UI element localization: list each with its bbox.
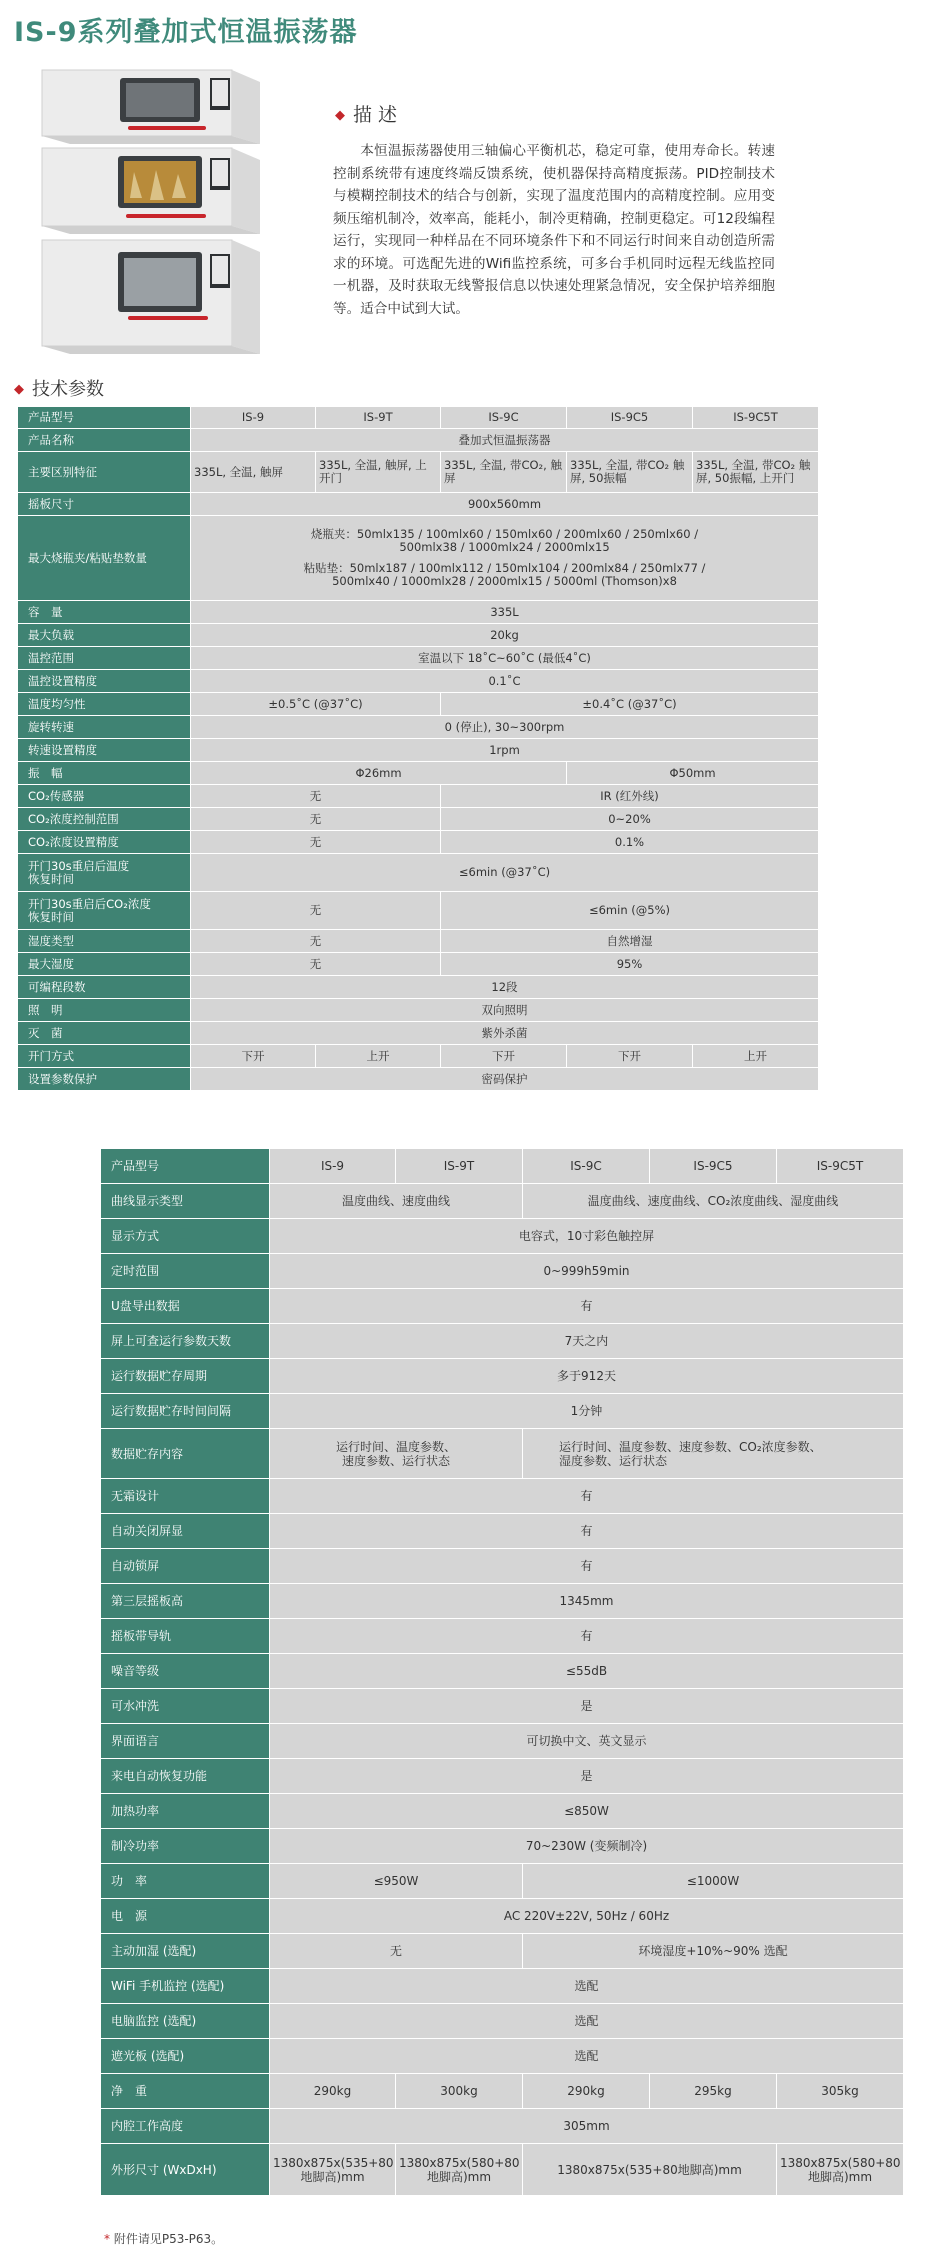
row-label: 第三层摇板高 bbox=[101, 1584, 270, 1619]
row-label: 屏上可查运行参数天数 bbox=[101, 1324, 270, 1359]
row-label: 温度均匀性 bbox=[18, 693, 191, 716]
table-row bbox=[101, 2074, 904, 2109]
table-row bbox=[18, 716, 819, 739]
value-cell: 1380x875x(580+80 地脚高)mm bbox=[396, 2144, 523, 2196]
value-cell: 选配 bbox=[270, 2004, 904, 2039]
table-row bbox=[101, 1584, 904, 1619]
value-cell: 下开 bbox=[191, 1045, 316, 1068]
row-label: 无霜设计 bbox=[101, 1479, 270, 1514]
value-cell: 双向照明 bbox=[191, 999, 819, 1022]
table-row bbox=[101, 1549, 904, 1584]
footnote: * 附件请见P53-P63。 bbox=[104, 2232, 224, 2246]
value-cell: ≤6min (@37˚C) bbox=[191, 854, 819, 892]
value-cell: 335L, 全温, 带CO₂ 触屏, 50振幅 bbox=[567, 452, 693, 493]
value-cell: 多于912天 bbox=[270, 1359, 904, 1394]
table-row bbox=[18, 739, 819, 762]
table-row bbox=[101, 1689, 904, 1724]
clamp-line: 烧瓶夹：50mlx135 / 100mlx60 / 150mlx60 / 200mlx60 / 250mlx60 / bbox=[310, 527, 699, 541]
table-row bbox=[18, 1022, 819, 1045]
row-label: 电脑监控 (选配) bbox=[101, 2004, 270, 2039]
table-row bbox=[18, 1068, 819, 1091]
row-label: 产品型号 bbox=[18, 407, 191, 429]
table-row bbox=[18, 831, 819, 854]
value-cell: 1分钟 bbox=[270, 1394, 904, 1429]
row-label: 功 率 bbox=[101, 1864, 270, 1899]
row-label: 照 明 bbox=[18, 999, 191, 1022]
table-row bbox=[101, 1324, 904, 1359]
value-cell: 选配 bbox=[270, 1969, 904, 2004]
product-photo bbox=[32, 68, 322, 368]
value-cell: Φ26mm bbox=[191, 762, 567, 785]
table-row bbox=[101, 1724, 904, 1759]
model-cell: IS-9C5T bbox=[777, 1149, 904, 1184]
value-cell: ≤1000W bbox=[523, 1864, 904, 1899]
row-label: 外形尺寸 (WxDxH) bbox=[101, 2144, 270, 2196]
value-cell: 1rpm bbox=[191, 739, 819, 762]
table-row bbox=[18, 452, 819, 493]
value-cell: 有 bbox=[270, 1549, 904, 1584]
value-cell: 紫外杀菌 bbox=[191, 1022, 819, 1045]
table-row bbox=[18, 429, 819, 452]
value-cell bbox=[191, 516, 819, 601]
table-row bbox=[101, 1219, 904, 1254]
value-cell: 电容式，10寸彩色触控屏 bbox=[270, 1219, 904, 1254]
table-row bbox=[101, 1899, 904, 1934]
value-cell: 0.1% bbox=[441, 831, 819, 854]
row-label: 产品名称 bbox=[18, 429, 191, 452]
diamond-bullet-icon: ◆ bbox=[14, 382, 24, 397]
table-row bbox=[101, 2109, 904, 2144]
page-title: IS-9系列叠加式恒温振荡器 bbox=[14, 17, 358, 48]
value-cell: 1345mm bbox=[270, 1584, 904, 1619]
value-cell: 有 bbox=[270, 1619, 904, 1654]
value-cell: 95% bbox=[441, 953, 819, 976]
row-label: 制冷功率 bbox=[101, 1829, 270, 1864]
value-cell: 0~999h59min bbox=[270, 1254, 904, 1289]
value-cell: 1380x875x(535+80 地脚高)mm bbox=[270, 2144, 396, 2196]
shaker-unit-top bbox=[42, 70, 260, 144]
row-label: 电 源 bbox=[101, 1899, 270, 1934]
table-row bbox=[101, 1429, 904, 1479]
value-cell: 335L bbox=[191, 601, 819, 624]
table-row bbox=[101, 2039, 904, 2074]
row-label: WiFi 手机监控 (选配) bbox=[101, 1969, 270, 2004]
table-row bbox=[101, 1654, 904, 1689]
value-cell: 有 bbox=[270, 1289, 904, 1324]
value-cell: 无 bbox=[191, 892, 441, 930]
description-text: 本恒温振荡器使用三轴偏心平衡机芯，稳定可靠，使用寿命长。转速控制系统带有速度终端反馈系统，使机器保持高精度振荡。PID控制技术与模糊控制技术的结合与创新，实现了温度范围内的高精度控制。应用变频压缩机制冷，效率高，能耗小，制冷更精确，控制更稳定。可12段编程运行，实现同一种样品在不同环境条件下和不同运行时间来自动创造所需求的环境。可选配先进的Wifi监控系统，可多台手机同时远程无线监控同一机器，及时获取无线警报信息以快速处理紧急情况，安全保护培养细胞等。适合中试到大试。 bbox=[333, 143, 775, 317]
row-label: CO₂浓度设置精度 bbox=[18, 831, 191, 854]
row-label: CO₂浓度控制范围 bbox=[18, 808, 191, 831]
row-label: 开门方式 bbox=[18, 1045, 191, 1068]
row-label: 加热功率 bbox=[101, 1794, 270, 1829]
row-label: 自动锁屏 bbox=[101, 1549, 270, 1584]
row-label: 曲线显示类型 bbox=[101, 1184, 270, 1219]
value-cell: 下开 bbox=[441, 1045, 567, 1068]
row-label: 主动加湿 (选配) bbox=[101, 1934, 270, 1969]
value-cell: 335L, 全温, 带CO₂, 触屏 bbox=[441, 452, 567, 493]
value-cell: 1380x875x(580+80 地脚高)mm bbox=[777, 2144, 904, 2196]
row-label: 温控范围 bbox=[18, 647, 191, 670]
table-row bbox=[18, 693, 819, 716]
table-row bbox=[101, 1759, 904, 1794]
pad-line: 粘贴垫：50mlx187 / 100mlx112 / 150mlx104 / 200mlx84 / 250mlx77 / bbox=[303, 561, 706, 575]
table-row bbox=[101, 1479, 904, 1514]
row-label: CO₂传感器 bbox=[18, 785, 191, 808]
value-cell: 有 bbox=[270, 1479, 904, 1514]
table-row bbox=[101, 2004, 904, 2039]
value-cell: 是 bbox=[270, 1759, 904, 1794]
table-row bbox=[101, 1359, 904, 1394]
value-cell: 下开 bbox=[567, 1045, 693, 1068]
table-row bbox=[18, 854, 819, 892]
value-cell: 可切换中文、英文显示 bbox=[270, 1724, 904, 1759]
value-cell: 自然增湿 bbox=[441, 930, 819, 953]
table-row bbox=[18, 1045, 819, 1068]
row-label: 摇板带导轨 bbox=[101, 1619, 270, 1654]
table-row bbox=[101, 1514, 904, 1549]
value-cell: 335L, 全温, 触屏, 上开门 bbox=[316, 452, 441, 493]
table-row bbox=[18, 892, 819, 930]
value-cell: 无 bbox=[191, 808, 441, 831]
table-row bbox=[18, 930, 819, 953]
value-cell: ≤850W bbox=[270, 1794, 904, 1829]
table-row bbox=[18, 624, 819, 647]
value-cell: 0~20% bbox=[441, 808, 819, 831]
table-row bbox=[18, 762, 819, 785]
value-cell: 20kg bbox=[191, 624, 819, 647]
value-cell: ≤950W bbox=[270, 1864, 523, 1899]
value-cell: 选配 bbox=[270, 2039, 904, 2074]
value-cell: 295kg bbox=[650, 2074, 777, 2109]
value-cell: 1380x875x(535+80地脚高)mm bbox=[523, 2144, 777, 2196]
table-row bbox=[18, 516, 819, 601]
table-row bbox=[18, 953, 819, 976]
table-row bbox=[101, 1794, 904, 1829]
row-label: 温控设置精度 bbox=[18, 670, 191, 693]
value-cell: 70~230W (变频制冷) bbox=[270, 1829, 904, 1864]
value-cell: 是 bbox=[270, 1689, 904, 1724]
table-row bbox=[101, 1149, 904, 1184]
row-label: 噪音等级 bbox=[101, 1654, 270, 1689]
table-row bbox=[101, 1619, 904, 1654]
row-label: 开门30s重启后温度 恢复时间 bbox=[18, 854, 191, 892]
value-cell: 300kg bbox=[396, 2074, 523, 2109]
model-cell: IS-9T bbox=[396, 1149, 523, 1184]
value-cell: AC 220V±22V, 50Hz / 60Hz bbox=[270, 1899, 904, 1934]
asterisk-icon: * bbox=[104, 2232, 110, 2246]
table-row bbox=[18, 999, 819, 1022]
table-row bbox=[101, 1394, 904, 1429]
description-heading: ◆ 描 述 bbox=[335, 104, 398, 126]
value-cell: 305kg bbox=[777, 2074, 904, 2109]
row-label: 振 幅 bbox=[18, 762, 191, 785]
value-cell: 有 bbox=[270, 1514, 904, 1549]
value-cell: 运行时间、温度参数、速度参数、CO₂浓度参数、 湿度参数、运行状态 bbox=[523, 1429, 904, 1479]
value-cell: 上开 bbox=[316, 1045, 441, 1068]
model-cell: IS-9C bbox=[523, 1149, 650, 1184]
model-cell: IS-9C5T bbox=[693, 407, 819, 429]
value-cell: 335L, 全温, 带CO₂ 触屏, 50振幅, 上开门 bbox=[693, 452, 819, 493]
table-row bbox=[18, 647, 819, 670]
spec-table-2 bbox=[100, 1148, 904, 2196]
value-cell: 900x560mm bbox=[191, 493, 819, 516]
value-cell: 无 bbox=[191, 930, 441, 953]
row-label: 自动关闭屏显 bbox=[101, 1514, 270, 1549]
table-row bbox=[18, 808, 819, 831]
table-row bbox=[18, 785, 819, 808]
value-cell: 无 bbox=[191, 953, 441, 976]
row-label: 最大负载 bbox=[18, 624, 191, 647]
row-label: 内腔工作高度 bbox=[101, 2109, 270, 2144]
table-row bbox=[101, 1254, 904, 1289]
model-cell: IS-9C5 bbox=[567, 407, 693, 429]
value-cell: ±0.4˚C (@37˚C) bbox=[441, 693, 819, 716]
value-cell: 335L, 全温, 触屏 bbox=[191, 452, 316, 493]
value-cell: 无 bbox=[191, 785, 441, 808]
shaker-unit-middle bbox=[42, 148, 260, 234]
value-cell: 上开 bbox=[693, 1045, 819, 1068]
model-cell: IS-9T bbox=[316, 407, 441, 429]
table-row bbox=[18, 976, 819, 999]
table-row bbox=[101, 1184, 904, 1219]
row-label: 最大烧瓶夹/粘贴垫数量 bbox=[18, 516, 191, 601]
shaker-unit-bottom bbox=[42, 240, 260, 354]
value-cell: 运行时间、温度参数、 速度参数、运行状态 bbox=[270, 1429, 523, 1479]
value-cell: 无 bbox=[270, 1934, 523, 1969]
table-row bbox=[101, 1934, 904, 1969]
value-cell: 温度曲线、速度曲线 bbox=[270, 1184, 523, 1219]
row-label: 设置参数保护 bbox=[18, 1068, 191, 1091]
value-cell: IR (红外线) bbox=[441, 785, 819, 808]
row-label: 来电自动恢复功能 bbox=[101, 1759, 270, 1794]
table-row bbox=[101, 1969, 904, 2004]
table-row bbox=[18, 407, 819, 429]
row-label: 可编程段数 bbox=[18, 976, 191, 999]
value-cell: ±0.5˚C (@37˚C) bbox=[191, 693, 441, 716]
table-row bbox=[101, 1289, 904, 1324]
row-label: U盘导出数据 bbox=[101, 1289, 270, 1324]
value-cell: Φ50mm bbox=[567, 762, 819, 785]
value-cell: 无 bbox=[191, 831, 441, 854]
value-cell: 环境湿度+10%~90% 选配 bbox=[523, 1934, 904, 1969]
row-label: 旋转转速 bbox=[18, 716, 191, 739]
table-row bbox=[18, 601, 819, 624]
table-row bbox=[18, 493, 819, 516]
value-cell: 叠加式恒温振荡器 bbox=[191, 429, 819, 452]
row-label: 净 重 bbox=[101, 2074, 270, 2109]
model-cell: IS-9C5 bbox=[650, 1149, 777, 1184]
value-cell: 室温以下 18˚C~60˚C (最低4˚C) bbox=[191, 647, 819, 670]
value-cell: 密码保护 bbox=[191, 1068, 819, 1091]
row-label: 湿度类型 bbox=[18, 930, 191, 953]
table-row bbox=[101, 1829, 904, 1864]
value-cell: 12段 bbox=[191, 976, 819, 999]
value-cell: 0 (停止), 30~300rpm bbox=[191, 716, 819, 739]
clamp-line: 500mlx38 / 1000mlx24 / 2000mlx15 bbox=[399, 540, 610, 554]
table-row bbox=[101, 1864, 904, 1899]
row-label: 转速设置精度 bbox=[18, 739, 191, 762]
row-label: 可水冲洗 bbox=[101, 1689, 270, 1724]
model-cell: IS-9 bbox=[191, 407, 316, 429]
table-row bbox=[18, 670, 819, 693]
diamond-bullet-icon: ◆ bbox=[335, 108, 345, 123]
row-label: 灭 菌 bbox=[18, 1022, 191, 1045]
row-label: 运行数据贮存周期 bbox=[101, 1359, 270, 1394]
value-cell: 290kg bbox=[270, 2074, 396, 2109]
value-cell: 0.1˚C bbox=[191, 670, 819, 693]
row-label: 容 量 bbox=[18, 601, 191, 624]
row-label: 产品型号 bbox=[101, 1149, 270, 1184]
row-label: 运行数据贮存时间间隔 bbox=[101, 1394, 270, 1429]
row-label: 数据贮存内容 bbox=[101, 1429, 270, 1479]
row-label: 定时范围 bbox=[101, 1254, 270, 1289]
row-label: 显示方式 bbox=[101, 1219, 270, 1254]
row-label: 开门30s重启后CO₂浓度 恢复时间 bbox=[18, 892, 191, 930]
value-cell: 温度曲线、速度曲线、CO₂浓度曲线、湿度曲线 bbox=[523, 1184, 904, 1219]
row-label: 主要区别特征 bbox=[18, 452, 191, 493]
value-cell: 7天之内 bbox=[270, 1324, 904, 1359]
value-cell: ≤55dB bbox=[270, 1654, 904, 1689]
section-heading: ◆ 技术参数 bbox=[14, 379, 104, 400]
table-row bbox=[101, 2144, 904, 2196]
spec-table-1 bbox=[17, 406, 819, 1091]
model-cell: IS-9C bbox=[441, 407, 567, 429]
row-label: 摇板尺寸 bbox=[18, 493, 191, 516]
row-label: 最大湿度 bbox=[18, 953, 191, 976]
model-cell: IS-9 bbox=[270, 1149, 396, 1184]
row-label: 界面语言 bbox=[101, 1724, 270, 1759]
value-cell: ≤6min (@5%) bbox=[441, 892, 819, 930]
value-cell: 290kg bbox=[523, 2074, 650, 2109]
row-label: 遮光板 (选配) bbox=[101, 2039, 270, 2074]
value-cell: 305mm bbox=[270, 2109, 904, 2144]
pad-line: 500mlx40 / 1000mlx28 / 2000mlx15 / 5000ml (Thomson)x8 bbox=[332, 574, 677, 588]
